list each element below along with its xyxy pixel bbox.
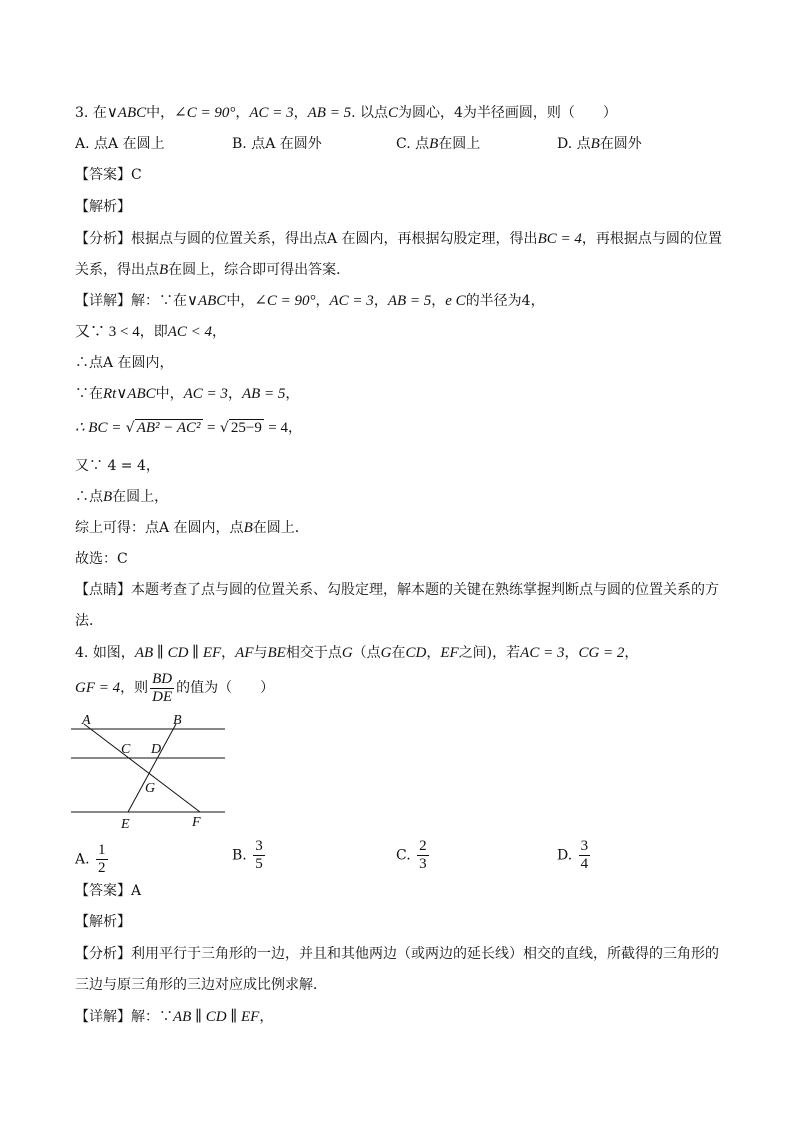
q4-analysis-heading: 【解析】	[75, 914, 131, 930]
segment-be	[128, 724, 176, 812]
q3-detail-line5: ∴ BC = √ AB² − AC² = √ 25−9 = 4，	[75, 420, 302, 436]
q3-answer: 【答案】C	[75, 167, 142, 183]
q3-detail-line3: ∴点A 在圆内，	[75, 355, 174, 371]
q4-stem-line1: 4. 如图，AB ∥ CD ∥ EF，AF与BE相交于点G（点G在CD，EF之间)，若AC = 3，CG = 2，	[75, 645, 639, 661]
q4-stem-line2: GF = 4，则 $\frac{BD}{DE}$ 的值为（ ）	[75, 670, 275, 705]
q3-detail-line9: 故选：C	[75, 551, 128, 567]
q4-option-d: D. $\frac{3}{4}$	[557, 838, 589, 872]
q4-option-b: B. $\frac{3}{5}$	[232, 838, 263, 872]
q3-detail-line1: 【详解】解：∵在∨ABC中，∠C = 90°，AC = 3，AB = 5，e C的半径为4，	[75, 293, 545, 309]
q4-option-c: C. $\frac{2}{3}$	[396, 838, 427, 872]
q3-detail-line7: ∴点B在圆上，	[75, 489, 169, 505]
q3-dianjing-line1: 【点睛】本题考查了点与圆的位置关系、勾股定理，解本题的关键在熟练掌握判断点与圆的位置关系的方	[75, 582, 719, 598]
label-e: E	[121, 817, 130, 830]
label-d: D	[151, 742, 162, 757]
q3-option-a: A. 点A 在圆上	[75, 136, 165, 152]
q3-option-b: B. 点A 在圆外	[232, 136, 322, 152]
q3-detail-line6: 又∵ 4 = 4，	[75, 458, 160, 474]
q3-detail-line4: ∵在Rt∨ABC中，AC = 3，AB = 5，	[75, 386, 300, 402]
q3-stem: 3. 在∨ABC中，∠C = 90°，AC = 3，AB = 5. 以点C为圆心，4为半径画圆，则（ ）	[75, 105, 617, 121]
q3-option-d: D. 点B在圆外	[557, 136, 642, 152]
q4-detail-line1: 【详解】解：∵AB ∥ CD ∥ EF，	[75, 1009, 274, 1025]
label-f: F	[192, 815, 201, 830]
q3-dianjing-line2: 法．	[75, 613, 103, 629]
q4-answer: 【答案】A	[75, 883, 142, 899]
q3-detail-line2: 又∵ 3 < 4，即AC < 4，	[75, 324, 227, 340]
q4-option-a: A. $\frac{1}{2}$	[75, 842, 106, 876]
segment-af	[84, 724, 200, 812]
label-c: C	[121, 742, 131, 757]
q3-fenxi-line2: 关系，得出点B在圆上，综合即可得出答案．	[75, 262, 351, 278]
q4-fenxi-line1: 【分析】利用平行于三角形的一边，并且和其他两边（或两边的延长线）相交的直线，所截得的三角形的	[75, 946, 719, 962]
label-a: A	[82, 713, 91, 728]
label-g: G	[145, 781, 156, 796]
q3-option-c: C. 点B在圆上	[396, 136, 481, 152]
label-b: B	[173, 713, 182, 728]
q4-figure	[68, 712, 230, 830]
q4-fenxi-line2: 三边与原三角形的三边对应成比例求解．	[75, 977, 327, 993]
q3-analysis-heading: 【解析】	[75, 199, 131, 215]
q4-fraction: $\frac{BD}{DE}$	[152, 670, 173, 705]
q3-detail-line8: 综上可得：点A 在圆内，点B在圆上．	[75, 520, 309, 536]
q3-fenxi-line1: 【分析】根据点与圆的位置关系，得出点A 在圆内，再根据勾股定理，得出BC = 4，再根据点与圆的位置	[75, 231, 722, 247]
